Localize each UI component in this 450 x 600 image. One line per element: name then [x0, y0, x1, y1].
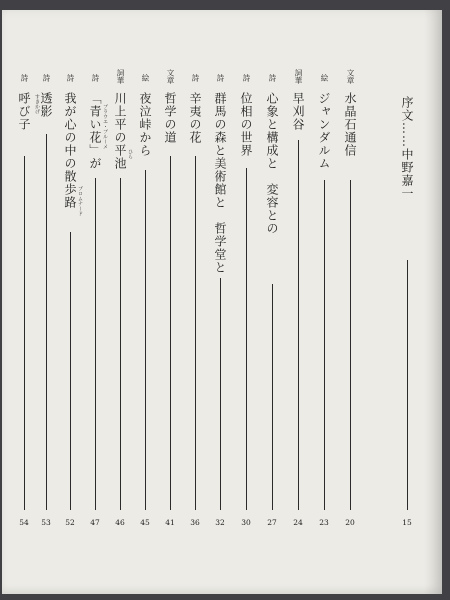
toc-entry: [85, 10, 108, 594]
toc-title: 夜泣峠から: [138, 92, 152, 157]
toc-category-tag: 詩: [42, 74, 51, 82]
toc-category-tag: 絵: [141, 74, 150, 82]
toc-title: 透影: [39, 92, 53, 118]
toc-title: 「青い花」が: [88, 92, 102, 170]
toc-category-tag: 詩: [191, 74, 200, 82]
toc-title: 哲学の道: [163, 92, 177, 144]
ruby-annotation: すきかげ: [34, 94, 40, 114]
toc-page-number: 47: [90, 518, 100, 527]
toc-page-number: 20: [345, 518, 355, 527]
toc-page-number: 15: [402, 518, 412, 527]
toc-title: 辛夷の花: [188, 92, 202, 144]
toc-leader: [95, 178, 96, 510]
toc-leader: [298, 140, 299, 510]
toc-entry: [135, 10, 155, 594]
toc-category-tag: 詞華: [116, 69, 125, 84]
toc-title: 早刈谷: [291, 92, 305, 131]
toc-entry: [262, 10, 282, 594]
toc-page-number: 46: [115, 518, 125, 527]
toc-category-tag: 詩: [91, 74, 100, 82]
toc-leader: [46, 134, 47, 510]
toc-title: 心象と構成と 変容との: [265, 92, 279, 235]
toc-entry: [185, 10, 205, 594]
toc-page-number: 36: [190, 518, 200, 527]
toc-category-tag: 詩: [66, 74, 75, 82]
toc-category-tag: 詩: [20, 74, 29, 82]
book-page: [2, 10, 442, 594]
toc-leader: [24, 156, 25, 510]
toc-title: 位相の世界: [239, 92, 253, 157]
toc-category-tag: 詞華: [294, 69, 303, 84]
toc-entry: [14, 10, 34, 594]
toc-entry: [60, 10, 83, 594]
toc-entry: [236, 10, 256, 594]
toc-leader: [324, 180, 325, 510]
toc-leader: [195, 156, 196, 510]
toc-page-number: 23: [319, 518, 329, 527]
toc-title: 水晶石通信: [343, 92, 357, 157]
toc-title: ジャンダルム: [317, 92, 331, 170]
toc-category-tag: 詩: [216, 74, 225, 82]
toc-page-number: 27: [267, 518, 277, 527]
toc-entry-preface: [397, 10, 417, 594]
ruby-annotation: ひら: [127, 149, 133, 159]
toc-entry: [160, 10, 180, 594]
toc-title: 群馬の森と美術館と 哲学堂と: [213, 92, 227, 274]
toc-entry: [36, 10, 56, 594]
toc-leader: [145, 170, 146, 510]
toc-category-tag: 詩: [268, 74, 277, 82]
toc-category-tag: 詩: [242, 74, 251, 82]
toc-leader: [70, 232, 71, 510]
toc-category-tag: 文章: [166, 69, 175, 84]
toc-entry: [340, 10, 360, 594]
toc-page-number: 24: [293, 518, 303, 527]
toc-leader: [272, 284, 273, 510]
toc-page-number: 30: [241, 518, 251, 527]
toc-title: 序文……中野嘉一: [400, 96, 414, 200]
toc-category-tag: 文章: [346, 69, 355, 84]
toc-leader: [120, 178, 121, 510]
toc-leader: [246, 168, 247, 510]
toc-leader: [220, 278, 221, 510]
toc-entry: [314, 10, 334, 594]
spine-shadow: [424, 10, 442, 594]
toc-title: 川上平の平池: [113, 92, 127, 170]
toc-entry: [210, 10, 230, 594]
toc-page-number: 45: [140, 518, 150, 527]
ruby-annotation: プロムナード: [77, 186, 83, 216]
toc-entry: [110, 10, 133, 594]
ruby-annotation: ブラウエ・ブルーメ: [102, 104, 108, 149]
toc-category-tag: 絵: [320, 74, 329, 82]
toc-leader: [407, 260, 408, 510]
toc-page-number: 32: [215, 518, 225, 527]
toc-page-number: 54: [19, 518, 29, 527]
toc-page-number: 53: [41, 518, 51, 527]
toc-entry: [288, 10, 308, 594]
toc-title: 呼び子: [17, 92, 31, 131]
toc-leader: [350, 180, 351, 510]
toc-page-number: 52: [65, 518, 75, 527]
toc-leader: [170, 156, 171, 510]
toc-title: 我が心の中の散歩路: [63, 92, 77, 209]
toc-page-number: 41: [165, 518, 175, 527]
